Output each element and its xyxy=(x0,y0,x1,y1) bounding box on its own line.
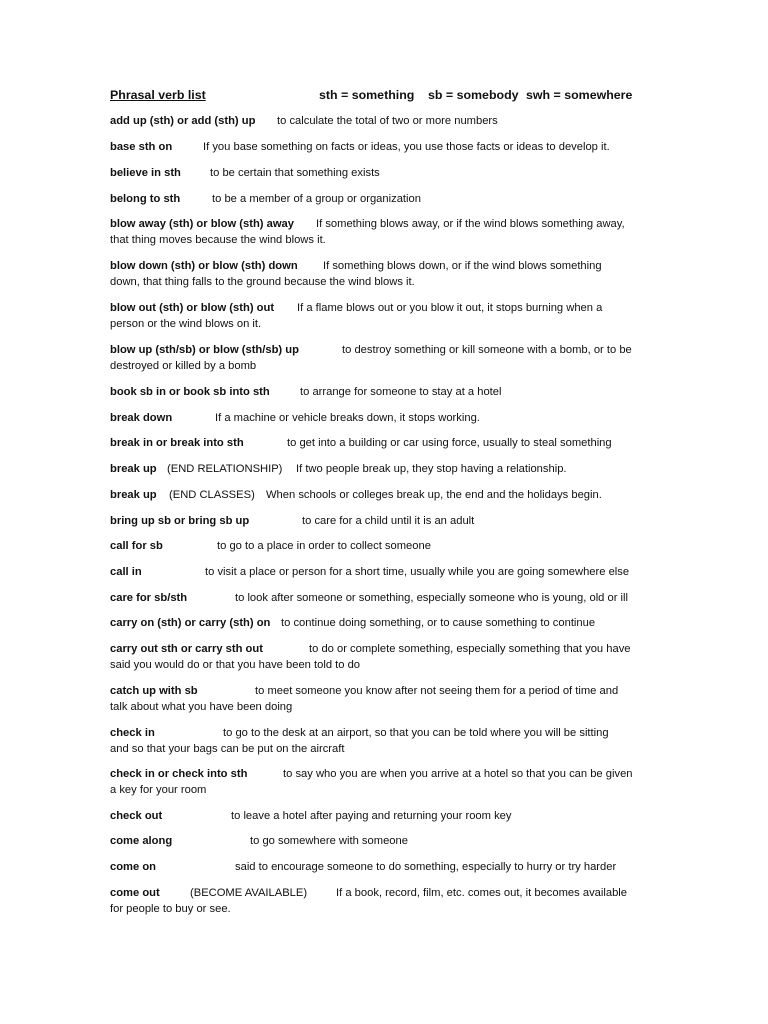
entry-term: add up (sth) or add (sth) up xyxy=(110,115,256,127)
entry-note: (END CLASSES) xyxy=(169,489,255,501)
entry-term: break up xyxy=(110,463,157,475)
entry-term: believe in sth xyxy=(110,167,181,179)
entry xyxy=(110,885,662,917)
entry-first-line xyxy=(110,725,662,741)
entry xyxy=(110,342,662,374)
entry-term: bring up sb or bring sb up xyxy=(110,515,250,527)
entry xyxy=(110,683,662,715)
entry xyxy=(110,564,662,580)
entry-first-line xyxy=(110,300,662,316)
entry-term: base sth on xyxy=(110,141,173,153)
entry-first-line xyxy=(110,410,662,426)
entry-note: (END RELATIONSHIP) xyxy=(167,463,283,475)
entry-definition: If something blows away, or if the wind blows something away, xyxy=(316,218,625,230)
entry-definition: to meet someone you know after not seeing them for a period of time and xyxy=(255,685,619,697)
entry-first-line xyxy=(110,513,662,529)
entry-definition-continued: that thing moves because the wind blows it. xyxy=(110,234,326,246)
entry-definition: to be a member of a group or organization xyxy=(212,193,421,205)
entry-definition-continued: said you would do or that you have been told to do xyxy=(110,659,361,671)
entry-first-line xyxy=(110,615,662,631)
entry-first-line xyxy=(110,113,662,129)
entry-first-line xyxy=(110,641,662,657)
entry xyxy=(110,191,662,207)
entry-first-line xyxy=(110,487,662,503)
entry-term: check out xyxy=(110,810,163,822)
entry-first-line xyxy=(110,683,662,699)
entry xyxy=(110,808,662,824)
legend-somewhere: swh = somewhere xyxy=(526,88,633,102)
entry-definition: If two people break up, they stop having a relationship. xyxy=(296,463,567,475)
entry-first-line xyxy=(110,766,662,782)
entry-first-line xyxy=(110,885,662,901)
entry-definition-continued: destroyed or killed by a bomb xyxy=(110,360,257,372)
entry-term: call for sb xyxy=(110,540,163,552)
entry-definition: to do or complete something, especially something that you have xyxy=(309,643,631,655)
entry xyxy=(110,165,662,181)
entry xyxy=(110,859,662,875)
entry-first-line xyxy=(110,808,662,824)
entry xyxy=(110,513,662,529)
entry-term: call in xyxy=(110,566,142,578)
entry-definition: said to encourage someone to do something, especially to hurry or try harder xyxy=(235,861,617,873)
entry-definition: to continue doing something, or to cause something to continue xyxy=(281,617,596,629)
entry-definition: When schools or colleges break up, the end and the holidays begin. xyxy=(266,489,602,501)
entry-definition: to go to the desk at an airport, so that you can be told where you will be sitting xyxy=(223,727,609,739)
entry-definition: If a book, record, film, etc. comes out, it becomes available xyxy=(336,887,628,899)
entry-first-line xyxy=(110,139,662,155)
entry-term: blow out (sth) or blow (sth) out xyxy=(110,302,275,314)
entry-definition-continued: down, that thing falls to the ground because the wind blows it. xyxy=(110,276,415,288)
entry-definition: to arrange for someone to stay at a hotel xyxy=(300,386,502,398)
entry-definition: to visit a place or person for a short time, usually while you are going somewhere else xyxy=(205,566,630,578)
entry-term: check in xyxy=(110,727,155,739)
entry-first-line xyxy=(110,435,662,451)
entry xyxy=(110,300,662,332)
entry-first-line xyxy=(110,165,662,181)
entry-definition-continued: person or the wind blows on it. xyxy=(110,318,262,330)
entry-definition-continued: and so that your bags can be put on the aircraft xyxy=(110,743,345,755)
entry-term: blow down (sth) or blow (sth) down xyxy=(110,260,298,272)
entry-definition: to care for a child until it is an adult xyxy=(302,515,475,527)
entry xyxy=(110,410,662,426)
entry-definition: If a flame blows out or you blow it out, it stops burning when a xyxy=(297,302,603,314)
entry xyxy=(110,461,662,477)
page-title: Phrasal verb list xyxy=(110,88,206,102)
entry-definition: If you base something on facts or ideas, you use those facts or ideas to develop it. xyxy=(203,141,610,153)
entry-term: blow up (sth/sb) or blow (sth/sb) up xyxy=(110,344,299,356)
entry-term: come along xyxy=(110,835,173,847)
legend-something: sth = something xyxy=(319,88,415,102)
entry-definition: to say who you are when you arrive at a hotel so that you can be given xyxy=(283,768,633,780)
entry-definition: to destroy something or kill someone with a bomb, or to be xyxy=(342,344,632,356)
entry-first-line xyxy=(110,384,662,400)
entry xyxy=(110,725,662,757)
entry-definition: to get into a building or car using force, usually to steal something xyxy=(287,437,612,449)
entry-definition: to calculate the total of two or more numbers xyxy=(277,115,498,127)
entry xyxy=(110,216,662,248)
entry-first-line xyxy=(110,216,662,232)
entry-term: break up xyxy=(110,489,157,501)
entry-term: check in or check into sth xyxy=(110,768,248,780)
entry-definition: to leave a hotel after paying and returning your room key xyxy=(231,810,512,822)
page-header xyxy=(110,87,670,105)
entry-first-line xyxy=(110,461,662,477)
entry-definition-continued: talk about what you have been doing xyxy=(110,701,293,713)
entry xyxy=(110,538,662,554)
entry-definition: to look after someone or something, especially someone who is young, old or ill xyxy=(235,592,629,604)
entry-definition: If a machine or vehicle breaks down, it stops working. xyxy=(215,412,480,424)
entry-definition-continued: for people to buy or see. xyxy=(110,903,231,915)
entry-definition-continued: a key for your room xyxy=(110,784,207,796)
entry-term: carry on (sth) or carry (sth) on xyxy=(110,617,271,629)
entry xyxy=(110,833,662,849)
entry-definition: to go somewhere with someone xyxy=(250,835,408,847)
entry-first-line xyxy=(110,859,662,875)
entry-term: carry out sth or carry sth out xyxy=(110,643,263,655)
entry-first-line xyxy=(110,258,662,274)
entry-first-line xyxy=(110,342,662,358)
entry-term: care for sb/sth xyxy=(110,592,188,604)
entry xyxy=(110,435,662,451)
entry xyxy=(110,590,662,606)
entry-term: come on xyxy=(110,861,157,873)
entry-first-line xyxy=(110,564,662,580)
entry xyxy=(110,766,662,798)
entry xyxy=(110,384,662,400)
entry xyxy=(110,487,662,503)
legend-somebody: sb = somebody xyxy=(428,88,519,102)
entry xyxy=(110,258,662,290)
entry-first-line xyxy=(110,538,662,554)
entry-first-line xyxy=(110,590,662,606)
entry-term: break down xyxy=(110,412,173,424)
entry-definition: to go to a place in order to collect someone xyxy=(217,540,431,552)
entry xyxy=(110,615,662,631)
entry-first-line xyxy=(110,833,662,849)
entry-term: belong to sth xyxy=(110,193,181,205)
entry-term: blow away (sth) or blow (sth) away xyxy=(110,218,294,230)
entry xyxy=(110,113,662,129)
entry-term: come out xyxy=(110,887,160,899)
entry-definition: to be certain that something exists xyxy=(210,167,380,179)
entry-first-line xyxy=(110,191,662,207)
entry xyxy=(110,139,662,155)
entry-term: break in or break into sth xyxy=(110,437,244,449)
entry-term: catch up with sb xyxy=(110,685,198,697)
entry-note: (BECOME AVAILABLE) xyxy=(190,887,308,899)
entry-term: book sb in or book sb into sth xyxy=(110,386,270,398)
entry-definition: If something blows down, or if the wind blows something xyxy=(323,260,602,272)
entry xyxy=(110,641,662,673)
